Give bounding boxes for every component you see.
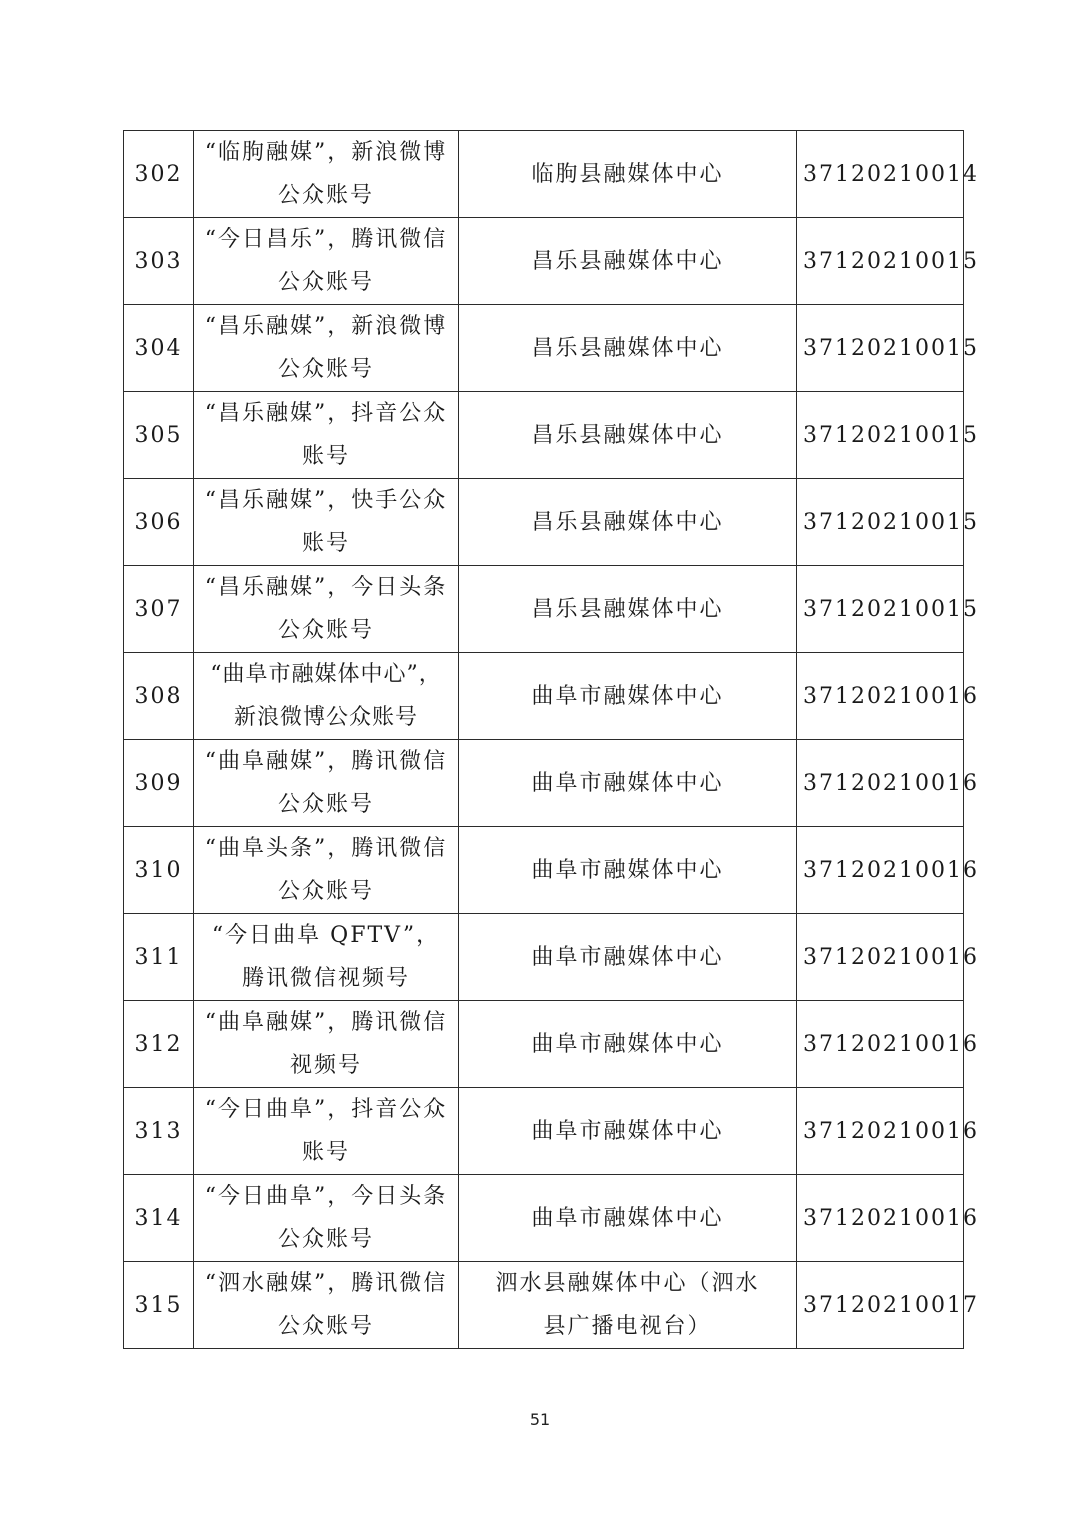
row-index: 314	[124, 1175, 194, 1262]
organization: 曲阜市融媒体中心	[459, 1001, 797, 1088]
table-row	[124, 131, 964, 218]
account-name: “泗水融媒”，腾讯微信公众账号	[194, 1262, 459, 1349]
registration-code: 37120210016	[797, 827, 964, 914]
account-name: “昌乐融媒”，抖音公众账号	[194, 392, 459, 479]
table-row	[124, 1262, 964, 1349]
registration-code: 37120210015	[797, 479, 964, 566]
organization: 昌乐县融媒体中心	[459, 479, 797, 566]
registration-code: 37120210017	[797, 1262, 964, 1349]
row-index: 308	[124, 653, 194, 740]
row-index: 311	[124, 914, 194, 1001]
table-row	[124, 1001, 964, 1088]
table-row	[124, 566, 964, 653]
registration-code: 37120210014	[797, 131, 964, 218]
row-index: 312	[124, 1001, 194, 1088]
organization: 曲阜市融媒体中心	[459, 653, 797, 740]
account-name: “曲阜头条”，腾讯微信公众账号	[194, 827, 459, 914]
organization: 临朐县融媒体中心	[459, 131, 797, 218]
registration-code: 37120210016	[797, 653, 964, 740]
organization: 曲阜市融媒体中心	[459, 827, 797, 914]
account-name: “曲阜融媒”，腾讯微信视频号	[194, 1001, 459, 1088]
account-name: “临朐融媒”，新浪微博公众账号	[194, 131, 459, 218]
table-row	[124, 1175, 964, 1262]
row-index: 304	[124, 305, 194, 392]
registration-code: 37120210016	[797, 1175, 964, 1262]
registration-code: 37120210016	[797, 914, 964, 1001]
row-index: 315	[124, 1262, 194, 1349]
page-number: 51	[529, 1410, 551, 1429]
registration-code: 37120210015	[797, 305, 964, 392]
table-row	[124, 305, 964, 392]
registration-code: 37120210015	[797, 218, 964, 305]
registration-code: 37120210015	[797, 566, 964, 653]
table-row	[124, 740, 964, 827]
row-index: 303	[124, 218, 194, 305]
row-index: 305	[124, 392, 194, 479]
organization: 昌乐县融媒体中心	[459, 392, 797, 479]
row-index: 306	[124, 479, 194, 566]
organization: 泗水县融媒体中心（泗水县广播电视台）	[459, 1262, 797, 1349]
account-name: “曲阜融媒”，腾讯微信公众账号	[194, 740, 459, 827]
account-name: “昌乐融媒”，快手公众账号	[194, 479, 459, 566]
table-row	[124, 914, 964, 1001]
row-index: 310	[124, 827, 194, 914]
table-row	[124, 827, 964, 914]
table-row	[124, 479, 964, 566]
account-name: “昌乐融媒”，今日头条公众账号	[194, 566, 459, 653]
organization: 曲阜市融媒体中心	[459, 1175, 797, 1262]
organization: 昌乐县融媒体中心	[459, 305, 797, 392]
registration-code: 37120210015	[797, 392, 964, 479]
registration-code: 37120210016	[797, 740, 964, 827]
organization: 曲阜市融媒体中心	[459, 914, 797, 1001]
account-name: “今日曲阜”，抖音公众账号	[194, 1088, 459, 1175]
registry-table	[123, 130, 979, 1349]
account-name: “今日曲阜”，今日头条公众账号	[194, 1175, 459, 1262]
organization: 昌乐县融媒体中心	[459, 566, 797, 653]
registration-code: 37120210016	[797, 1001, 964, 1088]
organization: 昌乐县融媒体中心	[459, 218, 797, 305]
account-name: “昌乐融媒”，新浪微博公众账号	[194, 305, 459, 392]
account-name: “曲阜市融媒体中心”，新浪微博公众账号	[194, 653, 459, 740]
table-row	[124, 653, 964, 740]
registry-table-body	[124, 131, 979, 1349]
table-row	[124, 218, 964, 305]
organization: 曲阜市融媒体中心	[459, 740, 797, 827]
row-index: 309	[124, 740, 194, 827]
account-name: “今日昌乐”，腾讯微信公众账号	[194, 218, 459, 305]
account-name: “今日曲阜 QFTV”，腾讯微信视频号	[194, 914, 459, 1001]
row-index: 313	[124, 1088, 194, 1175]
row-index: 307	[124, 566, 194, 653]
table-row	[124, 1088, 964, 1175]
table-row	[124, 392, 964, 479]
registration-code: 37120210016	[797, 1088, 964, 1175]
row-index: 302	[124, 131, 194, 218]
organization: 曲阜市融媒体中心	[459, 1088, 797, 1175]
